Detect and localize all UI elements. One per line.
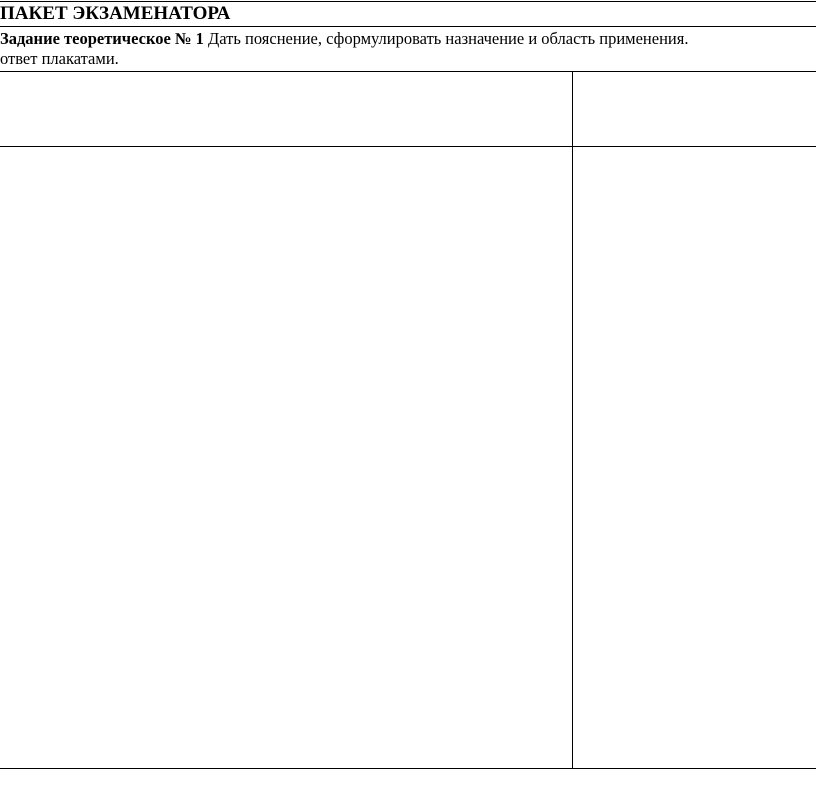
task-divider [0,71,816,72]
title-divider [0,26,816,27]
task-line-1 [0,29,688,49]
task-label: Задание теоретическое № 1 [0,29,204,48]
column-divider [572,71,573,768]
task-line-2: ответ плакатами. [0,49,119,68]
table-top-border [0,1,816,2]
header-divider [0,146,816,147]
packet-title: ПАКЕТ ЭКЗАМЕНАТОРА [0,3,231,24]
task-text: Дать пояснение, сформулировать назначение и область применения. [203,29,689,48]
table-bottom-border [0,768,816,769]
